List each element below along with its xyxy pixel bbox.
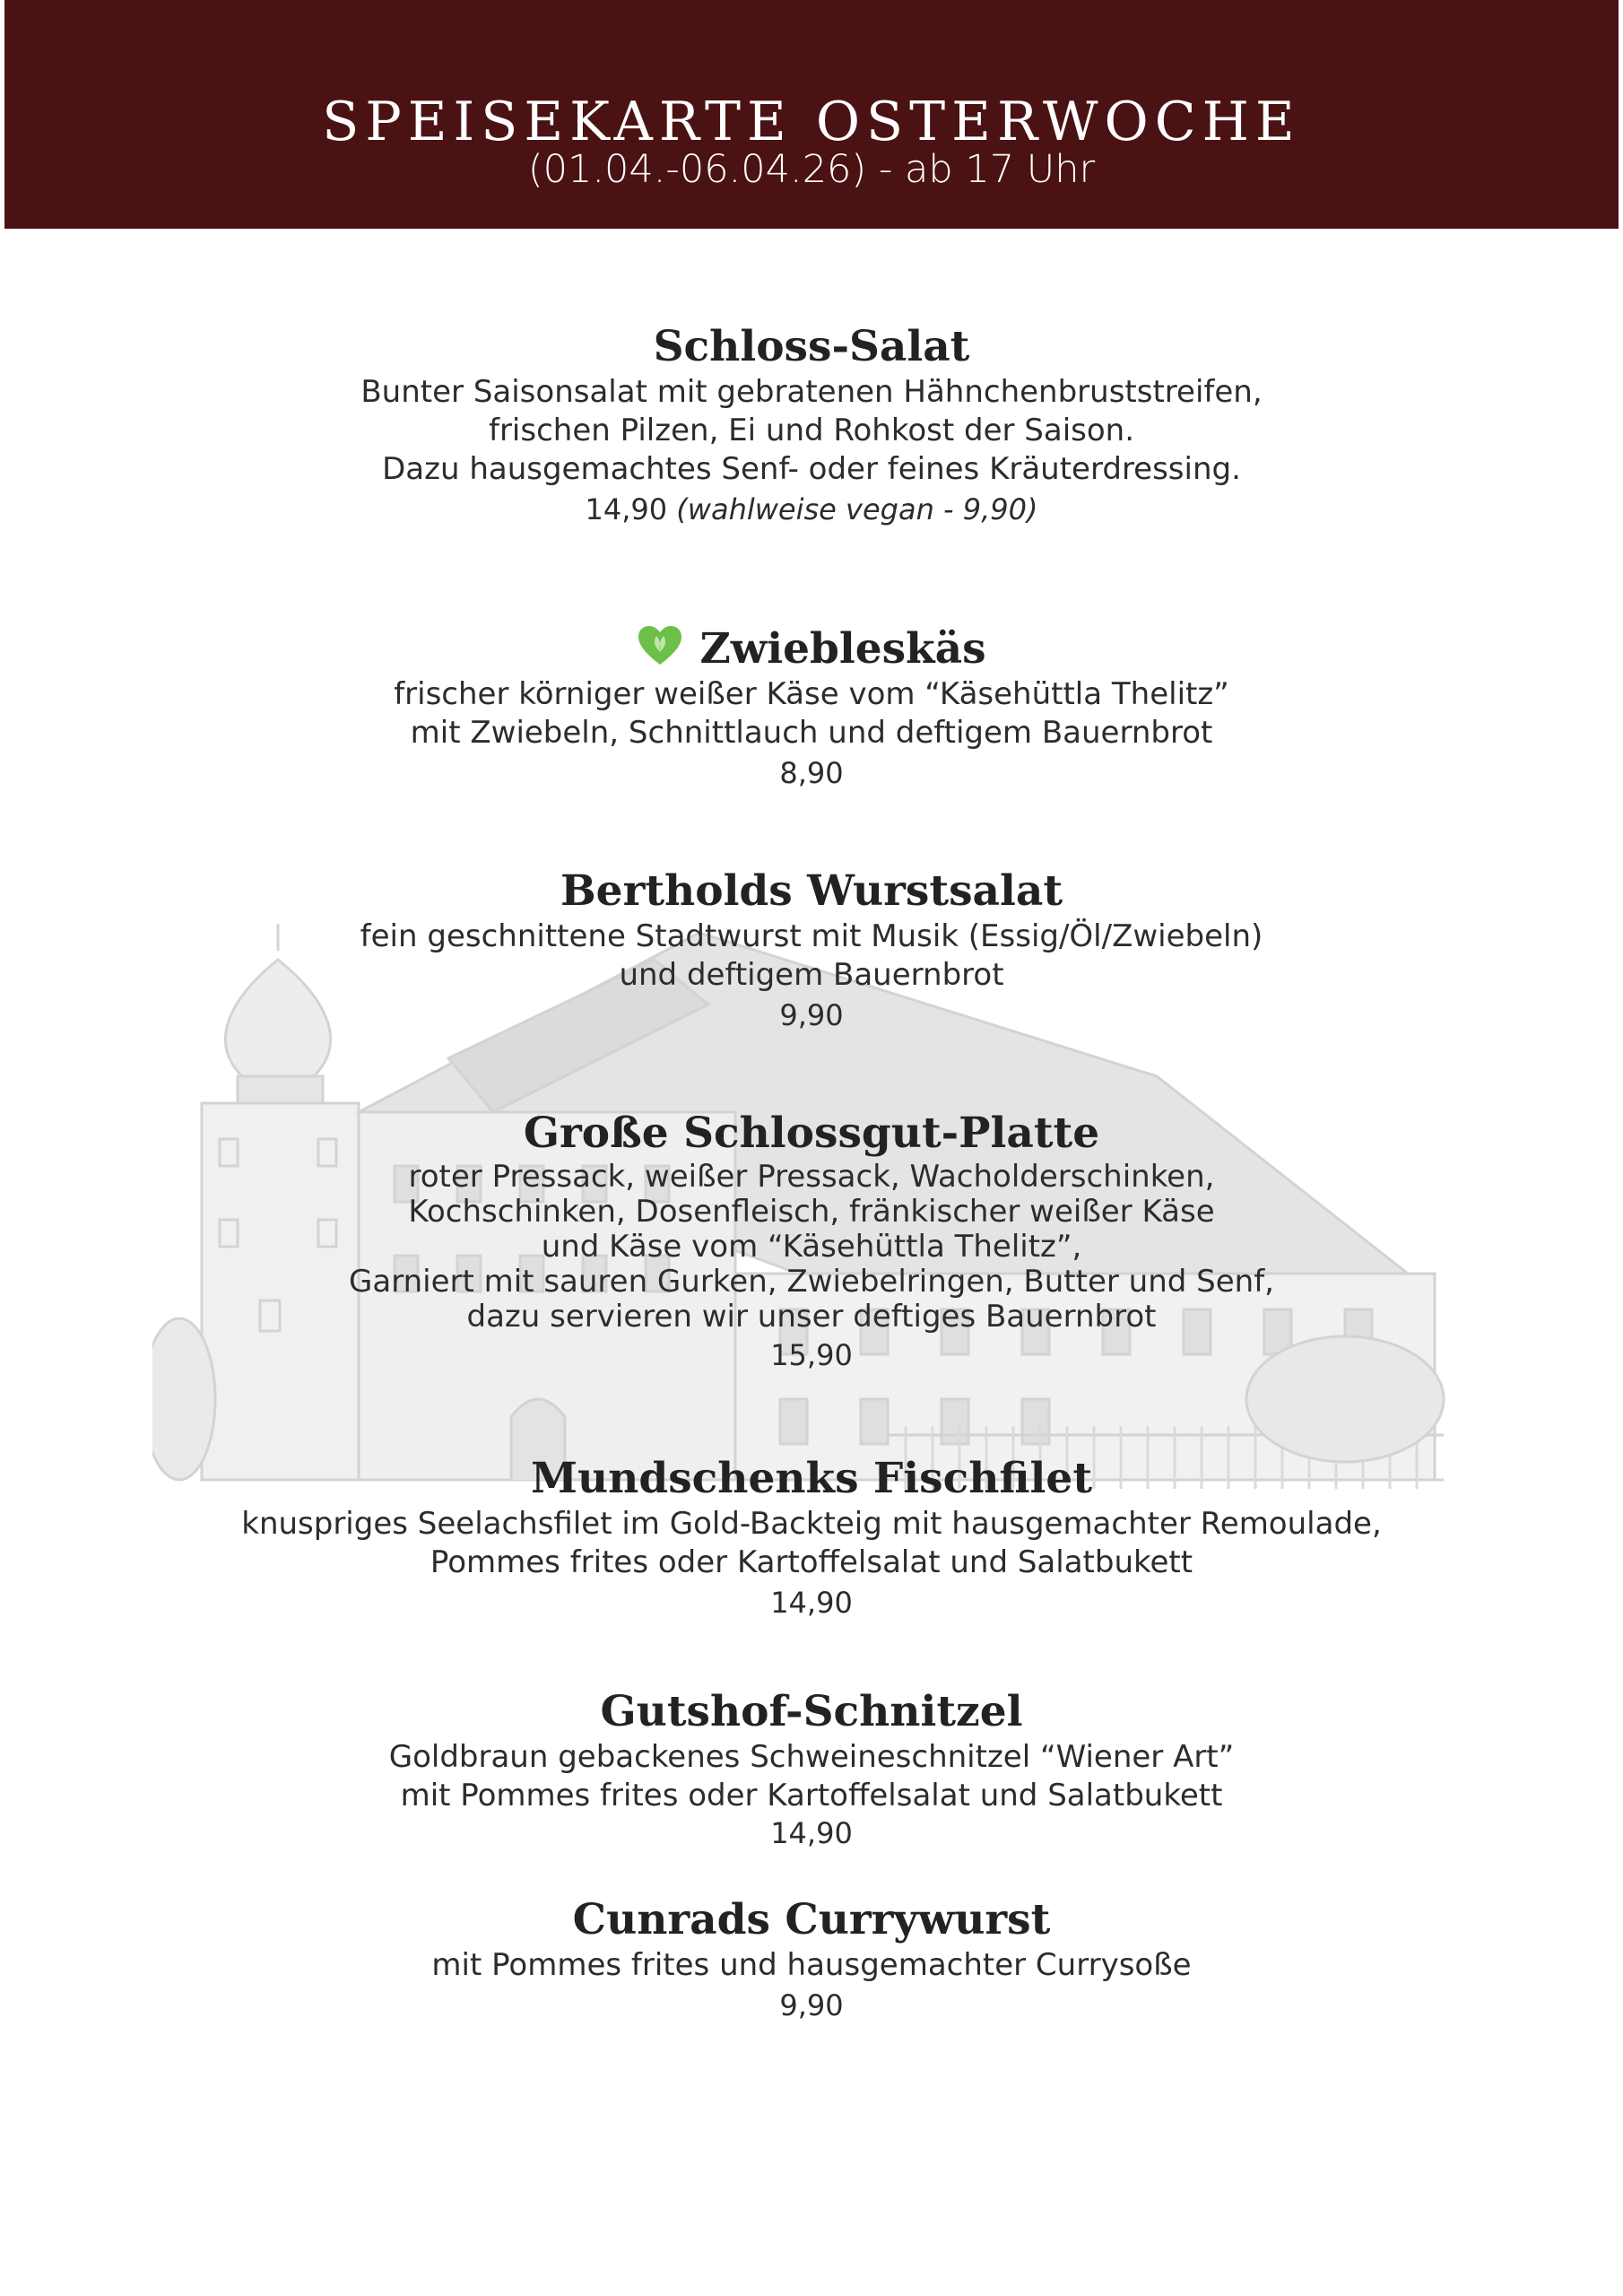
dish-description-line: frischen Pilzen, Ei und Rohkost der Saison. — [488, 413, 1135, 448]
dish-name: Große Schlossgut-Platte — [523, 1109, 1100, 1158]
dish-price: 14,90 — [585, 492, 668, 526]
dish-price: 9,90 — [779, 998, 844, 1032]
dish-price: 14,90 — [770, 1816, 853, 1850]
menu-date-range: (01.04.-06.04.26) - ab 17 Uhr — [527, 147, 1096, 192]
dish-cunrads-currywurst — [0, 1894, 1623, 2026]
dish-name: Schloss-Salat — [653, 322, 970, 371]
dish-description-line: dazu servieren wir unser deftiges Bauernbrot — [466, 1299, 1157, 1335]
dish-description-line: und Käse vom “Käsehüttla Thelitz”, — [541, 1229, 1082, 1265]
dish-price: 8,90 — [779, 756, 844, 790]
dish-description-line: und deftigem Bauernbrot — [619, 957, 1004, 993]
dish-description-line: Bunter Saisonsalat mit gebratenen Hähnchenbruststreifen, — [360, 374, 1263, 410]
dish-schlossgut-platte — [0, 1108, 1623, 1376]
dish-price-note: (wahlweise vegan - 9,90) — [676, 492, 1038, 526]
dish-bertholds-wurstsalat — [0, 865, 1623, 1036]
dish-description-line: roter Pressack, weißer Pressack, Wacholderschinken, — [408, 1159, 1215, 1195]
menu-title: SPEISEKARTE OSTERWOCHE — [322, 91, 1301, 153]
dish-description-line: Pommes frites oder Kartoffelsalat und Salatbukett — [430, 1544, 1193, 1580]
dish-price: 9,90 — [779, 1988, 844, 2022]
dish-schloss-salat — [0, 321, 1623, 530]
dish-description-line: mit Pommes frites oder Kartoffelsalat und Salatbukett — [400, 1778, 1223, 1813]
dish-description-line: Kochschinken, Dosenfleisch, fränkischer weißer Käse — [408, 1194, 1215, 1230]
dish-description-line: mit Zwiebeln, Schnittlauch und deftigem Bauernbrot — [410, 715, 1213, 751]
dish-description-line: knuspriges Seelachsfilet im Gold-Backteig mit hausgemachter Remoulade, — [241, 1506, 1382, 1542]
dish-gutshof-schnitzel — [0, 1686, 1623, 1851]
dish-description-line: fein geschnittene Stadtwurst mit Musik (Essig/Öl/Zwiebeln) — [360, 918, 1263, 954]
dish-description-line: Dazu hausgemachtes Senf- oder feines Kräuterdressing. — [382, 451, 1241, 487]
dish-name: Zwiebleskäs — [699, 624, 986, 674]
dish-name: Gutshof-Schnitzel — [600, 1687, 1023, 1736]
dish-name: Bertholds Wurstsalat — [560, 866, 1063, 916]
dish-description-line: Goldbraun gebackenes Schweineschnitzel “Wiener Art” — [388, 1739, 1235, 1775]
dish-description-line: Garniert mit sauren Gurken, Zwiebelringen, Butter und Senf, — [349, 1264, 1274, 1300]
dish-price: 15,90 — [770, 1338, 853, 1372]
dish-price-row — [0, 489, 1623, 530]
dish-zwiebleskaes — [0, 623, 1623, 794]
dish-description-line: mit Pommes frites und hausgemachter Currysoße — [431, 1947, 1192, 1983]
dish-mundschenks-fischfilet — [0, 1453, 1623, 1623]
dish-name: Mundschenks Fischfilet — [530, 1454, 1093, 1503]
menu-header — [4, 0, 1619, 229]
dish-price: 14,90 — [770, 1586, 853, 1620]
vegetarian-heart-icon — [637, 625, 683, 666]
dish-name: Cunrads Currywurst — [572, 1895, 1051, 1944]
dish-description-line: frischer körniger weißer Käse vom “Käsehüttla Thelitz” — [394, 676, 1229, 712]
